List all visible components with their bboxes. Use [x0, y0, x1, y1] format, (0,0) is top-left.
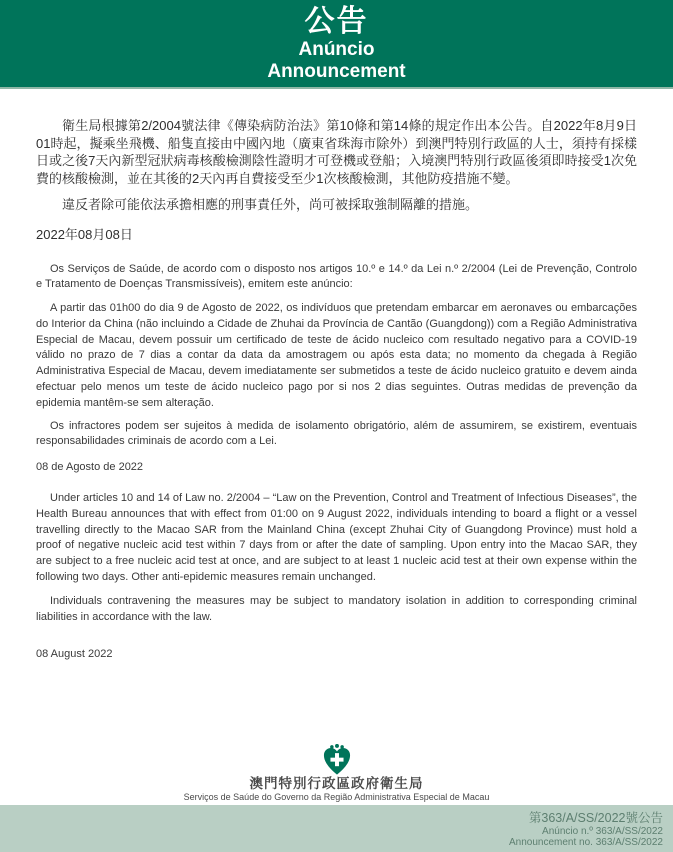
organisation-name-pt: Serviços de Saúde do Governo da Região Administrativa Especial de Macau: [183, 792, 490, 802]
portuguese-paragraph-3: Os infractores podem ser sujeitos à medida de isolamento obrigatório, além de assumirem, se existirem, eventuais responsabilidades criminais de acordo com a Lei.: [36, 419, 637, 448]
reference-number-zh: 第363/A/SS/2022號公告: [528, 811, 663, 825]
organisation-name-zh: 澳門特別行政區政府衛生局: [249, 776, 424, 791]
banner-title-pt: Anúncio: [298, 39, 375, 60]
announcement-banner: [0, 0, 673, 89]
reference-number-pt: Anúncio n.º 363/A/SS/2022: [542, 826, 663, 837]
announcement-body: [0, 117, 673, 663]
chinese-date: 2022年08月08日: [36, 226, 133, 242]
health-bureau-heart-cross-icon: [0, 744, 673, 776]
banner-title-en: Announcement: [267, 61, 406, 82]
english-paragraph-2: Individuals contravening the measures may be subject to mandatory isolation in addition to corresponding criminal liabilities in accordance with the law.: [36, 594, 637, 623]
banner-title-zh: 公告: [304, 5, 369, 38]
footer-organisation: [0, 744, 673, 803]
reference-number-en: Announcement no. 363/A/SS/2022: [508, 837, 663, 848]
english-date: 08 August 2022: [36, 648, 113, 661]
english-paragraph-1: Under articles 10 and 14 of Law no. 2/2004 – “Law on the Prevention, Control and Treatment of Infectious Diseases”, the Health Bureau announces that with effect from 01:00 on 9 August 2022, individuals intending to board a flight or a vessel travelling directly to the Macao SAR from the Mainland China (except Zhuhai City of Guangdong Province) must hold a proof of negative nucleic acid test within 7 days from or after the date of sampling. Upon entry into the Macao SAR, they are subject to a free nucleic acid test at once, and are subject to at least 1 nucleic acid test at their own expense within the following two days. Other anti-epidemic measures remain unchanged.: [36, 492, 638, 584]
chinese-paragraph-2: 違反者除可能依法承擔相應的刑事責任外，尚可被採取強制隔離的措施。: [62, 197, 479, 212]
reference-bar: [0, 805, 673, 852]
portuguese-paragraph-1: Os Serviços de Saúde, de acordo com o disposto nos artigos 10.º e 14.º da Lei n.º 2/2004 (Lei de Prevenção, Controlo e Tratamento de Doenças Transmissíveis), emitem este anúncio:: [36, 262, 637, 291]
portuguese-date: 08 de Agosto de 2022: [36, 461, 144, 474]
portuguese-paragraph-2: A partir das 01h00 do dia 9 de Agosto de 2022, os indivíduos que pretendam embarcar em aeronaves ou embarcações do Interior da China (não incluindo a Cidade de Zhuhai da Província de Cantão (Guangdong)) com a Região Administrativa Especial de Macau, devem possuir um certificado de teste de ácido nucleico com resultado negativo para a COVID-19 válido no prazo de 7 dias a contar da data da amostragem ou após esta data; no momento da chegada à Região Administrativa Especial de Macau, devem imediatamente ser submetidos a teste de ácido nucleico gratuito e devem ainda efectuar pelo menos um teste de ácido nucleico pago por si nos 2 dias seguintes. Outras medidas de prevenção da epidemia mantêm-se sem alteração.: [36, 302, 637, 409]
chinese-paragraph-1: 衛生局根據第2/2004號法律《傳染病防治法》第10條和第14條的規定作出本公告。自2022年8月9日01時起，擬乘坐飛機、船隻直接由中國內地（廣東省珠海市除外）到澳門特別行政區的人士，須持有採樣日或之後7天內新型冠狀病毒核酸檢測陰性證明才可登機或登船；入境澳門特別行政區後須即時接受1次免費的核酸檢測，並在其後的2天內再自費接受至少1次核酸檢測，其他防疫措施不變。: [36, 118, 637, 186]
